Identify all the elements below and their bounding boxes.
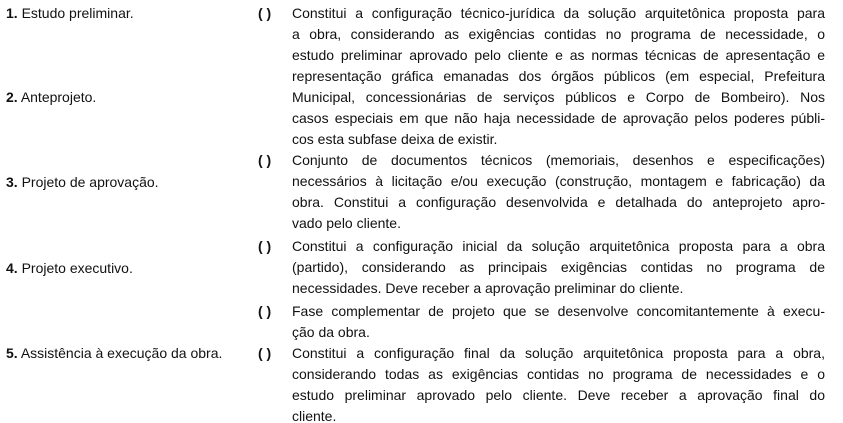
answer-blank-5[interactable]: ( ) bbox=[258, 345, 272, 361]
description-line: Constitui a configuração inicial da solução arquitetônica proposta para a obra bbox=[292, 238, 825, 254]
description-5 bbox=[292, 343, 825, 423]
description-2 bbox=[292, 150, 825, 234]
description-line: Fase complementar de projeto que se desenvolve concomitantemente à execu- bbox=[292, 303, 825, 319]
term-label: Assistência à execução da obra. bbox=[20, 345, 223, 361]
answer-blank-2[interactable]: ( ) bbox=[258, 152, 272, 168]
description-line: casos especiais em que não haja necessidade de aprovação pelos poderes públi- bbox=[292, 110, 825, 126]
term-label: Projeto executivo. bbox=[21, 260, 133, 276]
description-line: cliente. bbox=[292, 408, 337, 423]
description-line: Constitui a configuração técnico-jurídica da solução arquitetônica proposta para bbox=[292, 5, 825, 21]
description-line: estudo preliminar aprovado pelo cliente e as normas técnicas de apresentação e bbox=[292, 47, 825, 63]
description-line: cos esta subfase deixa de existir. bbox=[292, 131, 498, 147]
term-1 bbox=[6, 3, 134, 24]
description-line: Conjunto de documentos técnicos (memoriais, desenhos e especificações) bbox=[292, 152, 825, 168]
description-line: representação gráfica emanadas dos órgãos públicos (em especial, Prefeitura bbox=[292, 68, 825, 84]
answer-blank-4[interactable]: ( ) bbox=[258, 303, 272, 319]
description-line: obra. Constitui a configuração desenvolvida e detalhada do anteprojeto apro- bbox=[292, 194, 825, 210]
description-line: vado pelo cliente. bbox=[292, 215, 401, 231]
term-number: 3. bbox=[6, 174, 18, 190]
term-label: Projeto de aprovação. bbox=[21, 174, 159, 190]
description-line: considerando todas as exigências contidas no programa de necessidades e o bbox=[292, 366, 825, 382]
term-label: Anteprojeto. bbox=[20, 89, 97, 105]
description-line: Municipal, concessionárias de serviços públicos e Corpo de Bombeiro). Nos bbox=[292, 89, 825, 105]
description-3 bbox=[292, 236, 825, 299]
description-1 bbox=[292, 3, 825, 150]
term-number: 1. bbox=[6, 5, 18, 21]
description-line: a obra, considerando as exigências contidas no programa de necessidade, o bbox=[292, 26, 825, 42]
term-number: 5. bbox=[6, 345, 18, 361]
term-5 bbox=[6, 343, 222, 364]
description-line: necessários à licitação e/ou execução (construção, montagem e fabricação) da bbox=[292, 173, 825, 189]
term-3 bbox=[6, 172, 159, 193]
term-number: 2. bbox=[6, 89, 18, 105]
answer-blank-3[interactable]: ( ) bbox=[258, 238, 272, 254]
term-4 bbox=[6, 258, 133, 279]
term-number: 4. bbox=[6, 260, 18, 276]
description-line: estudo preliminar aprovado pelo cliente. Deve receber a aprovação final do bbox=[292, 387, 825, 403]
description-4 bbox=[292, 301, 825, 343]
term-label: Estudo preliminar. bbox=[21, 5, 134, 21]
description-line: Constitui a configuração final da solução arquitetônica proposta para a obra, bbox=[292, 345, 825, 361]
description-line: (partido), considerando as principais exigências contidas no programa de bbox=[292, 259, 825, 275]
answer-blank-1[interactable]: ( ) bbox=[258, 5, 272, 21]
description-line: necessidades. Deve receber a aprovação preliminar do cliente. bbox=[292, 280, 684, 296]
term-2 bbox=[6, 87, 96, 108]
description-line: ção da obra. bbox=[292, 324, 370, 340]
